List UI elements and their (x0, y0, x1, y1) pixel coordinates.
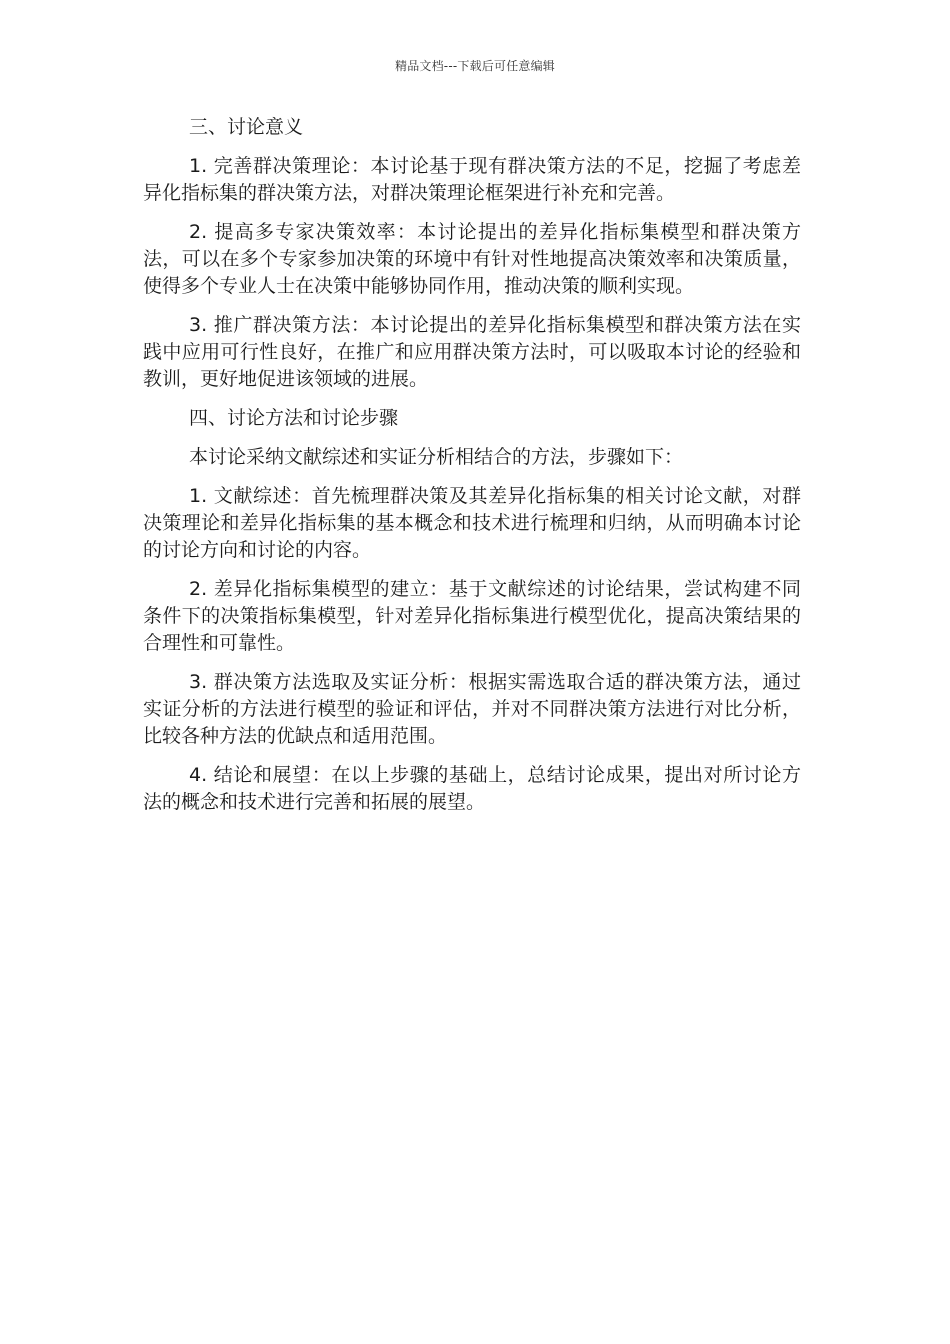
paragraph: 3. 群决策方法选取及实证分析：根据实需选取合适的群决策方法，通过实证分析的方法进行模型的验证和评估，并对不同群决策方法进行对比分析，比较各种方法的优缺点和适用范围。 (143, 671, 801, 747)
paragraph: 1. 完善群决策理论：本讨论基于现有群决策方法的不足，挖掘了考虑差异化指标集的群决策方法，对群决策理论框架进行补充和完善。 (143, 155, 801, 204)
section-heading-methods: 四、讨论方法和讨论步骤 (189, 407, 399, 429)
paragraph: 2. 差异化指标集模型的建立：基于文献综述的讨论结果，尝试构建不同条件下的决策指标集模型，针对差异化指标集进行模型优化，提高决策结果的合理性和可靠性。 (143, 578, 801, 654)
paragraph: 4. 结论和展望：在以上步骤的基础上，总结讨论成果，提出对所讨论方法的概念和技术进行完善和拓展的展望。 (143, 764, 801, 813)
page-header: 精品文档---下载后可任意编辑 (395, 59, 555, 73)
paragraph: 2. 提高多专家决策效率：本讨论提出的差异化指标集模型和群决策方法，可以在多个专家参加决策的环境中有针对性地提高决策效率和决策质量，使得多个专业人士在决策中能够协同作用，推动决策的顺利实现。 (143, 221, 801, 297)
paragraph: 本讨论采纳文献综述和实证分析相结合的方法，步骤如下： (189, 446, 684, 468)
section-heading-significance: 三、讨论意义 (189, 116, 304, 138)
paragraph: 3. 推广群决策方法：本讨论提出的差异化指标集模型和群决策方法在实践中应用可行性良好，在推广和应用群决策方法时，可以吸取本讨论的经验和教训，更好地促进该领域的进展。 (143, 314, 801, 390)
paragraph: 1. 文献综述：首先梳理群决策及其差异化指标集的相关讨论文献，对群决策理论和差异化指标集的基本概念和技术进行梳理和归纳，从而明确本讨论的讨论方向和讨论的内容。 (143, 485, 801, 561)
document-body (143, 114, 801, 828)
